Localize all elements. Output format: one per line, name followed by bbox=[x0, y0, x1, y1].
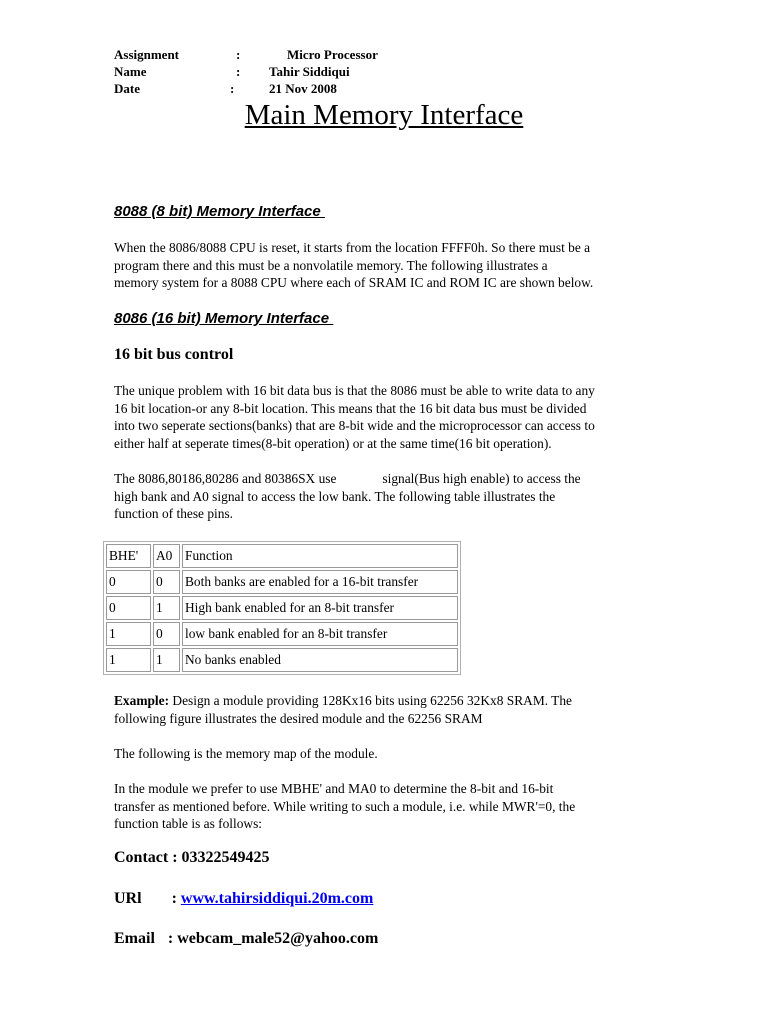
paragraph-line: function of these pins. bbox=[114, 506, 234, 522]
pin-function-table bbox=[103, 541, 461, 675]
module-paragraph bbox=[114, 780, 659, 833]
date-value: 21 Nov 2008 bbox=[269, 81, 337, 96]
email-label: Email bbox=[114, 930, 155, 947]
name-value: Tahir Siddiqui bbox=[269, 64, 350, 79]
table-cell: High bank enabled for an 8-bit transfer bbox=[182, 596, 458, 620]
paragraph-line: 16 bit location-or any 8-bit location. This means that the 16 bit data bus must be divided bbox=[114, 400, 587, 416]
contact-url-row bbox=[114, 890, 373, 908]
url-label: URl bbox=[114, 890, 142, 907]
contact-phone: Contact : 03322549425 bbox=[114, 849, 270, 866]
page-title: Main Memory Interface bbox=[244, 99, 524, 131]
header-cell-a0: A0 bbox=[153, 544, 180, 568]
paragraph-line: In the module we prefer to use MBHE' and MA0 to determine the 8-bit and 16-bit bbox=[114, 781, 554, 796]
bhe-line-start: The 8086,80186,80286 and 80386SX use bbox=[114, 471, 337, 486]
paragraph-line: either half at seperate times(8-bit operation) or at the same time(16 bit operation). bbox=[114, 435, 552, 451]
table-cell: 1 bbox=[106, 622, 151, 646]
table-cell: 0 bbox=[106, 596, 151, 620]
email-address: webcam_male52@yahoo.com bbox=[177, 930, 379, 947]
assignment-label: Assignment bbox=[114, 47, 180, 62]
email-separator: : bbox=[167, 930, 178, 947]
paragraph-line: The unique problem with 16 bit data bus is that the 8086 must be able to write data to any bbox=[114, 383, 595, 398]
table-row bbox=[106, 622, 458, 646]
date-label: Date bbox=[114, 81, 140, 96]
paragraph-line: following figure illustrates the desired module and the 62256 SRAM bbox=[114, 710, 483, 726]
header-cell-bhe: BHE' bbox=[106, 544, 151, 568]
paragraph-line: into two seperate sections(banks) that are 8-bit wide and the microprocessor can access to bbox=[114, 418, 595, 434]
website-link[interactable]: www.tahirsiddiqui.20m.com bbox=[180, 890, 374, 907]
table-row bbox=[106, 570, 458, 594]
example-label: Example: bbox=[114, 693, 170, 708]
paragraph-line: function table is as follows: bbox=[114, 816, 263, 832]
url-separator: : bbox=[171, 890, 181, 907]
table-cell: 1 bbox=[153, 596, 180, 620]
date-colon: : bbox=[230, 81, 235, 96]
section-8088-heading: 8088 (8 bit) Memory Interface bbox=[114, 203, 325, 220]
paragraph-line: When the 8086/8088 CPU is reset, it starts from the location FFFF0h. So there must be a bbox=[114, 240, 591, 255]
bhe-paragraph bbox=[114, 470, 659, 523]
table-cell: low bank enabled for an 8-bit transfer bbox=[182, 622, 458, 646]
paragraph-line: high bank and A0 signal to access the low bank. The following table illustrates the bbox=[114, 488, 556, 504]
section-8086-heading: 8086 (16 bit) Memory Interface bbox=[114, 310, 334, 327]
example-text: Design a module providing 128Kx16 bits using 62256 32Kx8 SRAM. The bbox=[169, 693, 573, 708]
table-row bbox=[106, 648, 458, 672]
bhe-line-end: signal(Bus high enable) to access the bbox=[382, 471, 581, 486]
assignment-colon: : bbox=[236, 47, 241, 62]
section-8088-paragraph bbox=[114, 239, 659, 292]
bus-control-paragraph bbox=[114, 382, 659, 452]
table-cell: Both banks are enabled for a 16-bit transfer bbox=[182, 570, 458, 594]
paragraph-line: program there and this must be a nonvolatile memory. The following illustrates a bbox=[114, 257, 548, 273]
name-colon: : bbox=[236, 64, 241, 79]
table-row bbox=[106, 596, 458, 620]
example-paragraph bbox=[114, 692, 659, 727]
paragraph-line: transfer as mentioned before. While writing to such a module, i.e. while MWR'=0, the bbox=[114, 798, 576, 814]
memory-map-paragraph: The following is the memory map of the module. bbox=[114, 746, 378, 761]
contact-email-row bbox=[114, 930, 378, 948]
table-cell: 1 bbox=[106, 648, 151, 672]
paragraph-line bbox=[114, 692, 659, 710]
bus-control-heading: 16 bit bus control bbox=[114, 346, 234, 363]
table-cell: 0 bbox=[153, 570, 180, 594]
table-cell: 1 bbox=[153, 648, 180, 672]
table-header-row bbox=[106, 544, 458, 568]
header-cell-function: Function bbox=[182, 544, 458, 568]
paragraph-line: memory system for a 8088 CPU where each of SRAM IC and ROM IC are shown below. bbox=[114, 275, 594, 291]
paragraph-line bbox=[114, 470, 659, 488]
table-cell: 0 bbox=[153, 622, 180, 646]
table-cell: No banks enabled bbox=[182, 648, 458, 672]
table-cell: 0 bbox=[106, 570, 151, 594]
assignment-value: Micro Processor bbox=[287, 47, 378, 62]
name-label: Name bbox=[114, 64, 147, 79]
